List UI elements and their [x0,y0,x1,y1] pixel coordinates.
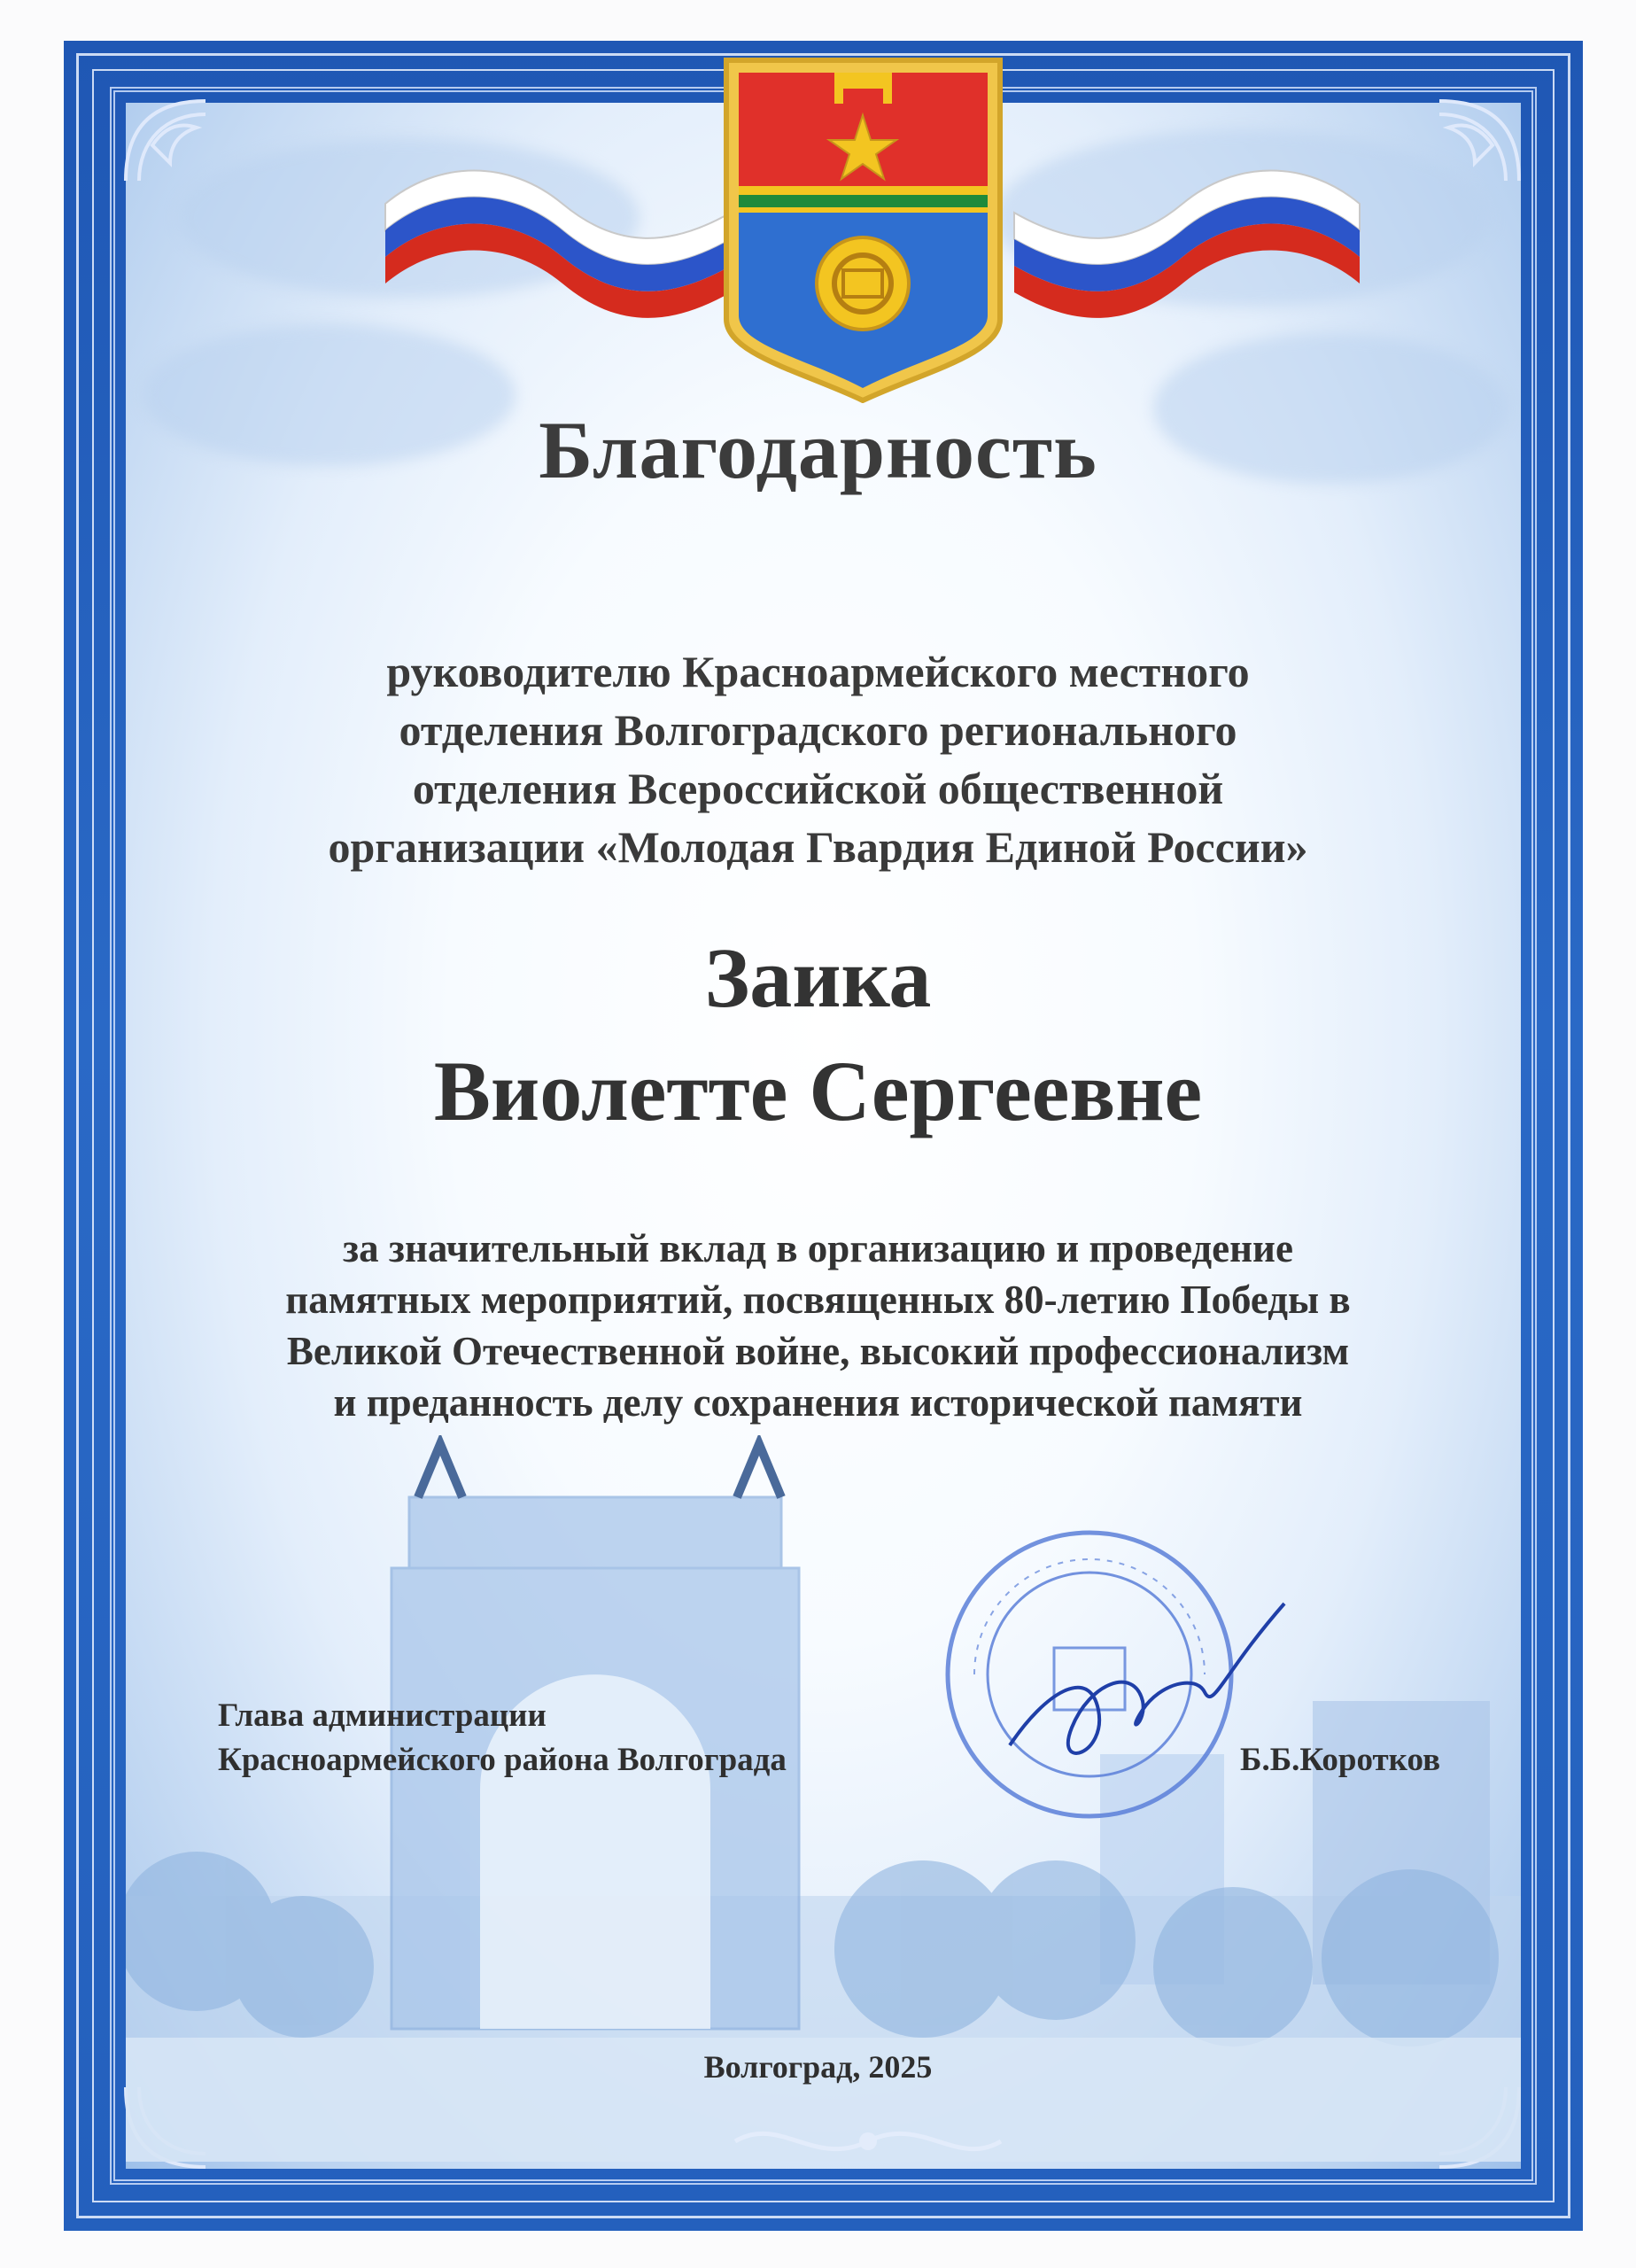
volgograd-coat-of-arms-icon [719,53,1007,403]
russian-flag-ribbon-icon [996,142,1413,346]
recipient-given-names: Виолетте Сергеевне [433,1044,1203,1138]
recipient-role-line: руководителю Красноармейского местного [386,647,1250,696]
award-reason-line: Великой Отечественной войне, высокий профессионализм [286,1329,1350,1373]
signatory-title-line: Красноармейского района Волгограда [218,1742,787,1778]
recipient-role-line: организации «Молодая Гвардия Единой России» [328,822,1308,872]
bottom-ornament-icon [726,2110,1010,2172]
recipient-role-line: отделения Волгоградского регионального [399,705,1237,755]
russian-flag-ribbon-icon [332,142,748,346]
signatory-name: Б.Б.Коротков [1240,1742,1441,1778]
award-reason-line: за значительный вклад в организацию и проведение [343,1226,1293,1270]
award-reason-line: памятных мероприятий, посвященных 80-летию Победы в [285,1278,1351,1322]
award-reason [177,1223,1459,1428]
corner-ornament-icon [117,92,214,190]
award-reason-line: и преданность делу сохранения исторической памяти [333,1380,1303,1425]
signatory-title-line: Глава администрации [218,1697,547,1734]
recipient-name [0,921,1636,1148]
certificate-title: Благодарность [539,405,1097,495]
recipient-role-line: отделения Всероссийской общественной [412,764,1224,813]
recipient-role [177,642,1459,876]
signatory-title [218,1694,787,1783]
corner-ornament-icon [1431,92,1528,190]
place-and-year: Волгоград, 2025 [703,2049,933,2085]
recipient-surname: Заика [704,930,932,1025]
